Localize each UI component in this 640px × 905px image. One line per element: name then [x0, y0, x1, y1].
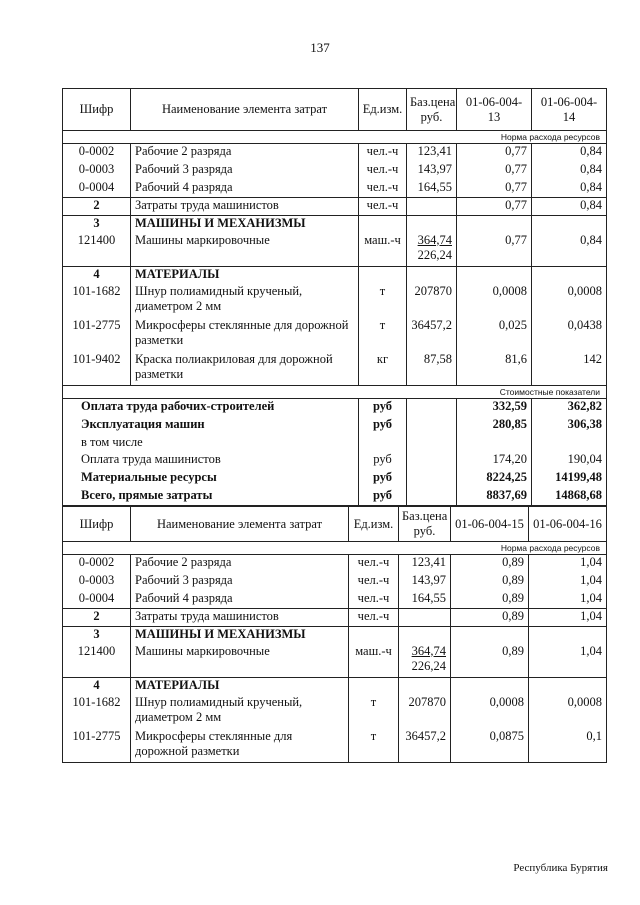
- header-code: Шифр: [63, 507, 131, 542]
- table-row: [63, 318, 607, 352]
- cell-name: Рабочие 2 разряда: [131, 555, 349, 573]
- cell-code: 121400: [63, 644, 131, 678]
- cell-price: [399, 644, 451, 678]
- cell-unit: чел.-ч: [359, 144, 407, 162]
- summary-unit: руб: [359, 399, 407, 417]
- summary-value: 174,20: [457, 452, 532, 470]
- cell-unit: т: [349, 695, 399, 729]
- cell-value: 0,0438: [532, 318, 607, 352]
- section-row: [63, 678, 607, 695]
- cell-value: 0,89: [451, 591, 529, 609]
- header-price: [399, 507, 451, 542]
- table-row: [63, 233, 607, 267]
- name-line2: разметки: [135, 366, 184, 381]
- header-col2: [532, 89, 607, 131]
- summary-unit: руб: [359, 417, 407, 435]
- summary-unit: руб: [359, 470, 407, 488]
- cell-name: [131, 284, 359, 318]
- cell-value: 0,77: [457, 198, 532, 216]
- table-row: [63, 144, 607, 162]
- page-number: 137: [310, 40, 330, 55]
- table-row: [63, 729, 607, 763]
- table-row: [63, 573, 607, 591]
- cell-unit: кг: [359, 352, 407, 386]
- cell-code: 2: [63, 198, 131, 216]
- summary-value: 8837,69: [457, 488, 532, 506]
- table-row: [63, 695, 607, 729]
- cell-value: 0,84: [532, 162, 607, 180]
- section-row: [63, 267, 607, 284]
- cell-price: 143,97: [399, 573, 451, 591]
- cell-value: 81,6: [457, 352, 532, 386]
- header-col2: 01-06-004-16: [529, 507, 607, 542]
- section-title: МАТЕРИАЛЫ: [131, 267, 359, 284]
- header-price-line1: Баз.цена: [410, 94, 456, 109]
- summary-row: [63, 435, 607, 452]
- cell-code: 0-0003: [63, 573, 131, 591]
- cell-value: 0,84: [532, 198, 607, 216]
- cell-value: 0,89: [451, 555, 529, 573]
- cell-code: 0-0002: [63, 144, 131, 162]
- summary-value: 332,59: [457, 399, 532, 417]
- cell-unit: маш.-ч: [359, 233, 407, 267]
- price-top: 364,74: [411, 643, 446, 658]
- cell-value: 0,89: [451, 609, 529, 627]
- name-line1: Микросферы стеклянные для: [135, 728, 293, 743]
- summary-value: 14868,68: [532, 488, 607, 506]
- band-row: [63, 386, 607, 399]
- cell-code: 101-2775: [63, 729, 131, 763]
- resource-table-2: [62, 506, 607, 763]
- cell-price: 36457,2: [407, 318, 457, 352]
- cell-code: 101-1682: [63, 284, 131, 318]
- cell-price: [407, 198, 457, 216]
- price-bottom: 226,24: [417, 247, 452, 262]
- cell-price: 123,41: [407, 144, 457, 162]
- cell-value: 0,025: [457, 318, 532, 352]
- name-line1: Микросферы стеклянные для дорожной: [135, 317, 349, 332]
- cell-value: 1,04: [529, 644, 607, 678]
- cell-value: 0,0008: [529, 695, 607, 729]
- section-code: 4: [63, 678, 131, 695]
- name-line1: Шнур полиамидный крученый,: [135, 694, 303, 709]
- cell-price: 164,55: [399, 591, 451, 609]
- cell-unit: чел.-ч: [349, 609, 399, 627]
- cell-value: 1,04: [529, 609, 607, 627]
- header-col1: [457, 89, 532, 131]
- summary-value: 280,85: [457, 417, 532, 435]
- cell-code: 101-1682: [63, 695, 131, 729]
- cell-name: [131, 695, 349, 729]
- band-row: [63, 542, 607, 555]
- cell-unit: чел.-ч: [359, 198, 407, 216]
- cell-price: 123,41: [399, 555, 451, 573]
- header-col2-line1: 01-06-004-: [540, 94, 598, 109]
- cell-name: [131, 729, 349, 763]
- section-code: 3: [63, 627, 131, 644]
- header-price: [407, 89, 457, 131]
- cell-value: 0,1: [529, 729, 607, 763]
- table-row: [63, 352, 607, 386]
- section-title: МАШИНЫ И МЕХАНИЗМЫ: [131, 627, 349, 644]
- cell-code: 0-0004: [63, 591, 131, 609]
- resource-table-1: [62, 88, 607, 506]
- cell-unit: чел.-ч: [359, 180, 407, 198]
- summary-row: [63, 417, 607, 435]
- cell-name: Рабочий 3 разряда: [131, 162, 359, 180]
- table-header-row: [63, 507, 607, 542]
- cell-price: 143,97: [407, 162, 457, 180]
- cell-price: 87,58: [407, 352, 457, 386]
- summary-unit: руб: [359, 452, 407, 470]
- cell-unit: чел.-ч: [349, 591, 399, 609]
- section-title: МАТЕРИАЛЫ: [131, 678, 349, 695]
- summary-label: Материальные ресурсы: [63, 470, 359, 488]
- cell-value: 0,0875: [451, 729, 529, 763]
- summary-value: 306,38: [532, 417, 607, 435]
- table-row: [63, 644, 607, 678]
- cell-code: 0-0002: [63, 555, 131, 573]
- cell-value: 142: [532, 352, 607, 386]
- summary-value: 190,04: [532, 452, 607, 470]
- cell-code: 0-0004: [63, 180, 131, 198]
- cell-value: 0,77: [457, 233, 532, 267]
- cell-unit: т: [359, 318, 407, 352]
- cell-unit: чел.-ч: [349, 555, 399, 573]
- cell-code: 121400: [63, 233, 131, 267]
- table-row: [63, 609, 607, 627]
- section-title: МАШИНЫ И МЕХАНИЗМЫ: [131, 216, 359, 233]
- header-unit: Ед.изм.: [359, 89, 407, 131]
- cell-value: 1,04: [529, 555, 607, 573]
- summary-row: [63, 399, 607, 417]
- table-header-row: [63, 89, 607, 131]
- band-cost-label: Стоимостные показатели: [63, 386, 607, 399]
- header-price-line2: руб.: [420, 109, 443, 124]
- cell-name: Машины маркировочные: [131, 233, 359, 267]
- summary-row: [63, 470, 607, 488]
- cell-value: 1,04: [529, 591, 607, 609]
- footer-region: Республика Бурятия: [513, 862, 608, 874]
- cell-price: 164,55: [407, 180, 457, 198]
- summary-value: 14199,48: [532, 470, 607, 488]
- summary-label: Оплата труда машинистов: [63, 452, 359, 470]
- price-bottom: 226,24: [411, 658, 446, 673]
- cell-name: Рабочий 4 разряда: [131, 591, 349, 609]
- header-col1: 01-06-004-15: [451, 507, 529, 542]
- cell-value: 0,84: [532, 144, 607, 162]
- name-line2: разметки: [135, 332, 184, 347]
- header-price-line1: Баз.цена: [402, 509, 448, 523]
- cell-unit: маш.-ч: [349, 644, 399, 678]
- summary-value: 362,82: [532, 399, 607, 417]
- cell-value: 0,77: [457, 144, 532, 162]
- cell-name: [131, 352, 359, 386]
- cell-price: [399, 609, 451, 627]
- cell-price: 36457,2: [399, 729, 451, 763]
- header-unit: Ед.изм.: [349, 507, 399, 542]
- cell-value: 0,0008: [457, 284, 532, 318]
- cell-name: Рабочие 2 разряда: [131, 144, 359, 162]
- table-row: [63, 180, 607, 198]
- table-row: [63, 162, 607, 180]
- cell-price: 207870: [399, 695, 451, 729]
- header-name: Наименование элемента затрат: [131, 89, 359, 131]
- cell-unit: т: [349, 729, 399, 763]
- cell-value: 0,77: [457, 162, 532, 180]
- cell-code: 2: [63, 609, 131, 627]
- cell-value: 0,84: [532, 180, 607, 198]
- cell-value: 0,0008: [451, 695, 529, 729]
- band-norm-label: Норма расхода ресурсов: [63, 542, 607, 555]
- header-col1-line1: 01-06-004-: [465, 94, 523, 109]
- cell-value: 0,0008: [532, 284, 607, 318]
- band-norm-label: Норма расхода ресурсов: [63, 131, 607, 144]
- name-line2: диаметром 2 мм: [135, 298, 222, 313]
- cell-code: 101-2775: [63, 318, 131, 352]
- price-top: 364,74: [417, 232, 452, 247]
- cell-name: Машины маркировочные: [131, 644, 349, 678]
- cell-name: Рабочий 4 разряда: [131, 180, 359, 198]
- section-row: [63, 216, 607, 233]
- header-col1-line2: 13: [487, 109, 501, 124]
- header-name: Наименование элемента затрат: [131, 507, 349, 542]
- cell-code: 0-0003: [63, 162, 131, 180]
- cell-name: Рабочий 3 разряда: [131, 573, 349, 591]
- name-line2: дорожной разметки: [135, 743, 240, 758]
- header-code: Шифр: [63, 89, 131, 131]
- section-code: 3: [63, 216, 131, 233]
- cell-value: 0,84: [532, 233, 607, 267]
- cell-price: [407, 233, 457, 267]
- summary-unit: руб: [359, 488, 407, 506]
- name-line1: Краска полиакриловая для дорожной: [135, 351, 333, 366]
- cell-value: 0,77: [457, 180, 532, 198]
- cell-value: 0,89: [451, 573, 529, 591]
- section-code: 4: [63, 267, 131, 284]
- summary-row: [63, 452, 607, 470]
- cell-unit: чел.-ч: [349, 573, 399, 591]
- cell-value: 0,89: [451, 644, 529, 678]
- band-row: [63, 131, 607, 144]
- cell-code: 101-9402: [63, 352, 131, 386]
- cell-name: Затраты труда машинистов: [131, 198, 359, 216]
- name-line2: диаметром 2 мм: [135, 709, 222, 724]
- summary-row: [63, 488, 607, 506]
- header-price-line2: руб.: [413, 524, 436, 538]
- summary-label: Всего, прямые затраты: [63, 488, 359, 506]
- cell-value: 1,04: [529, 573, 607, 591]
- cell-name: [131, 318, 359, 352]
- cell-name: Затраты труда машинистов: [131, 609, 349, 627]
- table-row: [63, 555, 607, 573]
- table-row: [63, 284, 607, 318]
- cell-price: 207870: [407, 284, 457, 318]
- table-row: [63, 198, 607, 216]
- section-row: [63, 627, 607, 644]
- cell-unit: т: [359, 284, 407, 318]
- header-col2-line2: 14: [562, 109, 576, 124]
- cell-unit: чел.-ч: [359, 162, 407, 180]
- name-line1: Шнур полиамидный крученый,: [135, 283, 303, 298]
- summary-label: Эксплуатация машин: [63, 417, 359, 435]
- summary-label: в том числе: [63, 435, 359, 452]
- summary-value: 8224,25: [457, 470, 532, 488]
- summary-label: Оплата труда рабочих-строителей: [63, 399, 359, 417]
- table-row: [63, 591, 607, 609]
